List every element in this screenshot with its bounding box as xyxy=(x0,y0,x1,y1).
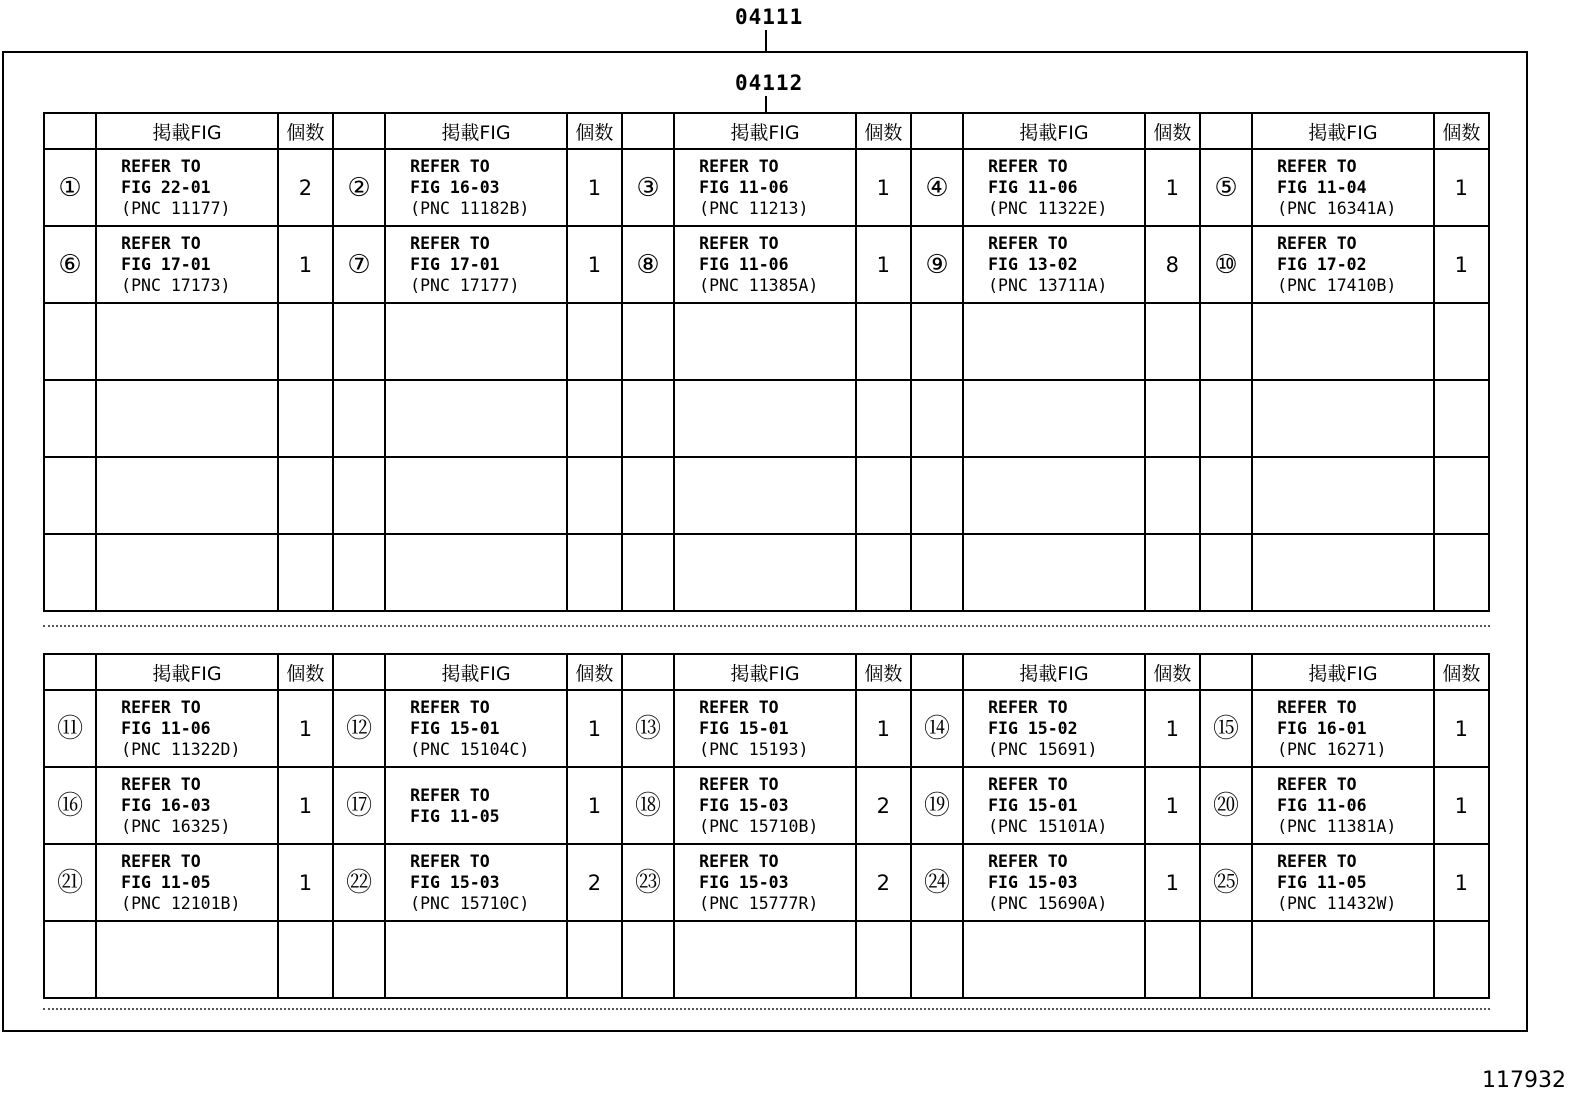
header-qty-cell: 個数 xyxy=(278,113,333,149)
pnc-number: (PNC 17173) xyxy=(121,276,231,295)
quantity-cell: 8 xyxy=(1145,226,1200,303)
empty-cell xyxy=(333,534,385,611)
empty-cell xyxy=(1145,534,1200,611)
fig-reference-cell xyxy=(1252,690,1434,767)
callout-number: ⑯ xyxy=(44,767,96,844)
quantity-cell: 1 xyxy=(278,226,333,303)
quantity-cell: 2 xyxy=(278,149,333,226)
empty-cell xyxy=(856,534,911,611)
empty-cell xyxy=(385,921,567,998)
refer-to-text: REFER TO xyxy=(410,852,490,871)
callout-number: ⑳ xyxy=(1200,767,1252,844)
empty-cell xyxy=(911,921,963,998)
empty-cell xyxy=(622,534,674,611)
fig-number: FIG 13-02 xyxy=(988,255,1078,274)
pnc-number: (PNC 15101A) xyxy=(988,817,1108,836)
pnc-number: (PNC 15777R) xyxy=(699,894,819,913)
pnc-number: (PNC 13711A) xyxy=(988,276,1108,295)
fig-number: FIG 16-01 xyxy=(1277,719,1367,738)
empty-cell xyxy=(333,921,385,998)
callout-number: ⑫ xyxy=(333,690,385,767)
fig-number: FIG 15-01 xyxy=(699,719,789,738)
quantity-cell: 1 xyxy=(567,149,622,226)
pnc-number: (PNC 17410B) xyxy=(1277,276,1397,295)
header-fig-cell: 掲載FIG xyxy=(96,654,278,690)
fig-number: FIG 15-03 xyxy=(699,873,789,892)
pnc-number: (PNC 15710B) xyxy=(699,817,819,836)
fig-reference-cell xyxy=(385,767,567,844)
empty-table-row xyxy=(44,303,1489,380)
fig-number: FIG 11-05 xyxy=(1277,873,1367,892)
fig-reference-cell xyxy=(385,690,567,767)
fig-reference-cell xyxy=(963,149,1145,226)
callout-number: ㉒ xyxy=(333,844,385,921)
fig-number: FIG 15-03 xyxy=(699,796,789,815)
fig-number: FIG 15-02 xyxy=(988,719,1078,738)
quantity-cell: 1 xyxy=(856,149,911,226)
inner-assembly-code: 04112 xyxy=(735,71,804,95)
refer-to-text: REFER TO xyxy=(410,234,490,253)
refer-to-text: REFER TO xyxy=(121,698,201,717)
empty-cell xyxy=(1252,457,1434,534)
empty-cell xyxy=(674,457,856,534)
quantity-cell: 1 xyxy=(1434,226,1489,303)
empty-cell xyxy=(96,921,278,998)
empty-cell xyxy=(1200,303,1252,380)
empty-cell xyxy=(1200,534,1252,611)
callout-number: ㉑ xyxy=(44,844,96,921)
refer-to-text: REFER TO xyxy=(988,852,1068,871)
pnc-number: (PNC 16341A) xyxy=(1277,199,1397,218)
empty-cell xyxy=(567,380,622,457)
empty-cell xyxy=(1434,921,1489,998)
quantity-cell: 1 xyxy=(856,690,911,767)
header-qty-cell: 個数 xyxy=(1434,654,1489,690)
empty-cell xyxy=(96,534,278,611)
quantity-cell: 1 xyxy=(1145,767,1200,844)
empty-cell xyxy=(385,303,567,380)
refer-to-text: REFER TO xyxy=(410,785,490,805)
header-number-cell xyxy=(622,113,674,149)
empty-cell xyxy=(333,457,385,534)
callout-number: ⑨ xyxy=(911,226,963,303)
empty-cell xyxy=(567,457,622,534)
header-fig-cell: 掲載FIG xyxy=(1252,113,1434,149)
header-fig-cell: 掲載FIG xyxy=(674,113,856,149)
upper-parts-table xyxy=(43,112,1490,612)
quantity-cell: 2 xyxy=(567,844,622,921)
header-fig-cell: 掲載FIG xyxy=(385,113,567,149)
empty-cell xyxy=(385,457,567,534)
pnc-number: (PNC 11432W) xyxy=(1277,894,1397,913)
refer-to-text: REFER TO xyxy=(699,775,779,794)
fig-number: FIG 11-05 xyxy=(121,873,211,892)
empty-cell xyxy=(278,380,333,457)
empty-cell xyxy=(278,303,333,380)
empty-cell xyxy=(44,457,96,534)
upper-header-row xyxy=(44,113,1489,149)
header-fig-cell: 掲載FIG xyxy=(385,654,567,690)
header-qty-cell: 個数 xyxy=(567,654,622,690)
empty-cell xyxy=(1200,921,1252,998)
table-row xyxy=(44,149,1489,226)
refer-to-text: REFER TO xyxy=(121,157,201,176)
empty-table-row xyxy=(44,380,1489,457)
empty-cell xyxy=(1434,534,1489,611)
callout-number: ⑤ xyxy=(1200,149,1252,226)
fig-reference-cell xyxy=(385,226,567,303)
refer-to-text: REFER TO xyxy=(699,157,779,176)
quantity-cell: 2 xyxy=(856,767,911,844)
fig-number: FIG 15-01 xyxy=(410,719,500,738)
table-row xyxy=(44,226,1489,303)
header-qty-cell: 個数 xyxy=(1434,113,1489,149)
fig-reference-cell xyxy=(96,690,278,767)
header-qty-cell: 個数 xyxy=(856,654,911,690)
refer-to-text: REFER TO xyxy=(1277,698,1357,717)
outer-leader-line xyxy=(765,30,767,51)
header-qty-cell: 個数 xyxy=(278,654,333,690)
header-qty-cell: 個数 xyxy=(1145,654,1200,690)
fig-number: FIG 15-03 xyxy=(988,873,1078,892)
inner-leader-line xyxy=(765,96,767,112)
fig-reference-cell xyxy=(963,226,1145,303)
empty-cell xyxy=(622,921,674,998)
fig-reference-cell xyxy=(674,767,856,844)
fig-reference-cell xyxy=(96,767,278,844)
empty-cell xyxy=(44,380,96,457)
empty-table-row xyxy=(44,921,1489,998)
empty-cell xyxy=(674,380,856,457)
empty-cell xyxy=(1200,380,1252,457)
empty-cell xyxy=(1434,380,1489,457)
quantity-cell: 1 xyxy=(278,690,333,767)
header-fig-cell: 掲載FIG xyxy=(963,654,1145,690)
lower-parts-table xyxy=(43,653,1490,999)
callout-number: ㉕ xyxy=(1200,844,1252,921)
quantity-cell: 1 xyxy=(567,226,622,303)
callout-number: ⑥ xyxy=(44,226,96,303)
quantity-cell: 2 xyxy=(856,844,911,921)
fig-number: FIG 15-01 xyxy=(988,796,1078,815)
callout-number: ⑪ xyxy=(44,690,96,767)
quantity-cell: 1 xyxy=(278,767,333,844)
empty-cell xyxy=(1252,534,1434,611)
lower-header-row xyxy=(44,654,1489,690)
empty-cell xyxy=(622,380,674,457)
header-number-cell xyxy=(44,654,96,690)
header-fig-cell: 掲載FIG xyxy=(963,113,1145,149)
pnc-number: (PNC 15691) xyxy=(988,740,1098,759)
empty-cell xyxy=(856,921,911,998)
fig-reference-cell xyxy=(385,149,567,226)
fig-reference-cell xyxy=(674,844,856,921)
header-number-cell xyxy=(333,654,385,690)
table-row xyxy=(44,767,1489,844)
refer-to-text: REFER TO xyxy=(410,698,490,717)
empty-cell xyxy=(911,380,963,457)
pnc-number: (PNC 16271) xyxy=(1277,740,1387,759)
pnc-number: (PNC 11177) xyxy=(121,199,231,218)
quantity-cell: 1 xyxy=(1145,690,1200,767)
header-number-cell xyxy=(622,654,674,690)
header-qty-cell: 個数 xyxy=(856,113,911,149)
header-number-cell xyxy=(333,113,385,149)
empty-cell xyxy=(385,534,567,611)
callout-number: ⑭ xyxy=(911,690,963,767)
empty-cell xyxy=(1145,457,1200,534)
refer-to-text: REFER TO xyxy=(699,698,779,717)
fig-reference-cell xyxy=(674,690,856,767)
fig-reference-cell xyxy=(96,149,278,226)
empty-cell xyxy=(1145,303,1200,380)
empty-cell xyxy=(567,303,622,380)
fig-reference-cell xyxy=(1252,226,1434,303)
fig-number: FIG 16-03 xyxy=(121,796,211,815)
empty-cell xyxy=(1145,921,1200,998)
refer-to-text: REFER TO xyxy=(1277,157,1357,176)
pnc-number: (PNC 11381A) xyxy=(1277,817,1397,836)
refer-to-text: REFER TO xyxy=(699,234,779,253)
fig-reference-cell xyxy=(1252,767,1434,844)
empty-cell xyxy=(622,303,674,380)
pnc-number: (PNC 15104C) xyxy=(410,740,530,759)
refer-to-text: REFER TO xyxy=(1277,852,1357,871)
header-fig-cell: 掲載FIG xyxy=(674,654,856,690)
drawing-number: 117932 xyxy=(1482,1068,1566,1093)
fig-reference-cell xyxy=(963,690,1145,767)
empty-cell xyxy=(963,303,1145,380)
empty-cell xyxy=(856,380,911,457)
header-fig-cell: 掲載FIG xyxy=(96,113,278,149)
pnc-number: (PNC 15193) xyxy=(699,740,809,759)
pnc-number: (PNC 11213) xyxy=(699,199,809,218)
fig-number: FIG 16-03 xyxy=(410,178,500,197)
upper-group-dotted-line xyxy=(43,625,1490,627)
quantity-cell: 1 xyxy=(1434,149,1489,226)
empty-cell xyxy=(96,457,278,534)
empty-cell xyxy=(96,380,278,457)
quantity-cell: 1 xyxy=(1434,844,1489,921)
pnc-number: (PNC 15710C) xyxy=(410,894,530,913)
refer-to-text: REFER TO xyxy=(699,852,779,871)
fig-number: FIG 11-06 xyxy=(121,719,211,738)
pnc-number: (PNC 11322D) xyxy=(121,740,241,759)
empty-cell xyxy=(96,303,278,380)
empty-cell xyxy=(856,457,911,534)
empty-cell xyxy=(1200,457,1252,534)
refer-to-text: REFER TO xyxy=(988,234,1068,253)
pnc-number: (PNC 11322E) xyxy=(988,199,1108,218)
empty-cell xyxy=(333,380,385,457)
fig-reference-cell xyxy=(1252,149,1434,226)
callout-number: ③ xyxy=(622,149,674,226)
callout-number: ⑱ xyxy=(622,767,674,844)
header-number-cell xyxy=(1200,654,1252,690)
quantity-cell: 1 xyxy=(1434,690,1489,767)
fig-reference-cell xyxy=(96,226,278,303)
fig-reference-cell xyxy=(385,844,567,921)
fig-number: FIG 11-06 xyxy=(988,178,1078,197)
callout-number: ② xyxy=(333,149,385,226)
fig-number: FIG 22-01 xyxy=(121,178,211,197)
header-number-cell xyxy=(911,654,963,690)
pnc-number: (PNC 17177) xyxy=(410,276,520,295)
refer-to-text: REFER TO xyxy=(121,234,201,253)
empty-cell xyxy=(911,303,963,380)
fig-number: FIG 15-03 xyxy=(410,873,500,892)
empty-cell xyxy=(278,457,333,534)
quantity-cell: 1 xyxy=(1145,844,1200,921)
pnc-number: (PNC 16325) xyxy=(121,817,231,836)
quantity-cell: 1 xyxy=(567,690,622,767)
empty-cell xyxy=(911,457,963,534)
empty-cell xyxy=(44,303,96,380)
pnc-number: (PNC 11385A) xyxy=(699,276,819,295)
fig-number: FIG 11-04 xyxy=(1277,178,1367,197)
fig-reference-cell xyxy=(674,149,856,226)
header-number-cell xyxy=(1200,113,1252,149)
empty-cell xyxy=(278,534,333,611)
empty-cell xyxy=(674,303,856,380)
pnc-number: (PNC 11182B) xyxy=(410,199,530,218)
callout-number: ① xyxy=(44,149,96,226)
refer-to-text: REFER TO xyxy=(121,852,201,871)
empty-cell xyxy=(567,534,622,611)
refer-to-text: REFER TO xyxy=(410,157,490,176)
refer-to-text: REFER TO xyxy=(1277,775,1357,794)
refer-to-text: REFER TO xyxy=(988,698,1068,717)
fig-number: FIG 17-01 xyxy=(410,255,500,274)
quantity-cell: 1 xyxy=(278,844,333,921)
empty-cell xyxy=(1252,380,1434,457)
callout-number: ㉔ xyxy=(911,844,963,921)
refer-to-text: REFER TO xyxy=(1277,234,1357,253)
fig-number: FIG 11-06 xyxy=(1277,796,1367,815)
table-row xyxy=(44,690,1489,767)
callout-number: ⑲ xyxy=(911,767,963,844)
empty-cell xyxy=(1434,457,1489,534)
pnc-number: (PNC 12101B) xyxy=(121,894,241,913)
empty-cell xyxy=(963,534,1145,611)
empty-cell xyxy=(1252,921,1434,998)
empty-cell xyxy=(911,534,963,611)
callout-number: ④ xyxy=(911,149,963,226)
refer-to-text: REFER TO xyxy=(988,157,1068,176)
empty-cell xyxy=(385,380,567,457)
empty-cell xyxy=(1434,303,1489,380)
callout-number: ⑬ xyxy=(622,690,674,767)
empty-cell xyxy=(963,921,1145,998)
fig-reference-cell xyxy=(963,767,1145,844)
empty-table-row xyxy=(44,534,1489,611)
table-row xyxy=(44,844,1489,921)
fig-reference-cell xyxy=(674,226,856,303)
callout-number: ⑧ xyxy=(622,226,674,303)
empty-cell xyxy=(44,534,96,611)
pnc-number: (PNC 15690A) xyxy=(988,894,1108,913)
fig-number: FIG 11-06 xyxy=(699,255,789,274)
empty-cell xyxy=(278,921,333,998)
callout-number: ㉓ xyxy=(622,844,674,921)
fig-number: FIG 11-05 xyxy=(410,806,500,826)
empty-cell xyxy=(856,303,911,380)
fig-reference-cell xyxy=(96,844,278,921)
fig-number: FIG 17-02 xyxy=(1277,255,1367,274)
header-number-cell xyxy=(44,113,96,149)
fig-reference-cell xyxy=(1252,844,1434,921)
fig-number: FIG 11-06 xyxy=(699,178,789,197)
refer-to-text: REFER TO xyxy=(988,775,1068,794)
empty-cell xyxy=(567,921,622,998)
empty-cell xyxy=(1145,380,1200,457)
empty-cell xyxy=(622,457,674,534)
outer-assembly-code: 04111 xyxy=(735,5,804,29)
empty-cell xyxy=(674,921,856,998)
empty-cell xyxy=(44,921,96,998)
empty-cell xyxy=(963,457,1145,534)
callout-number: ⑩ xyxy=(1200,226,1252,303)
lower-group-dotted-line xyxy=(43,1008,1490,1010)
empty-cell xyxy=(1252,303,1434,380)
quantity-cell: 1 xyxy=(567,767,622,844)
refer-to-text: REFER TO xyxy=(121,775,201,794)
empty-cell xyxy=(333,303,385,380)
empty-table-row xyxy=(44,457,1489,534)
quantity-cell: 1 xyxy=(856,226,911,303)
fig-reference-cell xyxy=(963,844,1145,921)
header-qty-cell: 個数 xyxy=(1145,113,1200,149)
header-fig-cell: 掲載FIG xyxy=(1252,654,1434,690)
callout-number: ⑮ xyxy=(1200,690,1252,767)
quantity-cell: 1 xyxy=(1145,149,1200,226)
empty-cell xyxy=(674,534,856,611)
header-number-cell xyxy=(911,113,963,149)
header-qty-cell: 個数 xyxy=(567,113,622,149)
callout-number: ⑦ xyxy=(333,226,385,303)
empty-cell xyxy=(963,380,1145,457)
fig-number: FIG 17-01 xyxy=(121,255,211,274)
quantity-cell: 1 xyxy=(1434,767,1489,844)
callout-number: ⑰ xyxy=(333,767,385,844)
